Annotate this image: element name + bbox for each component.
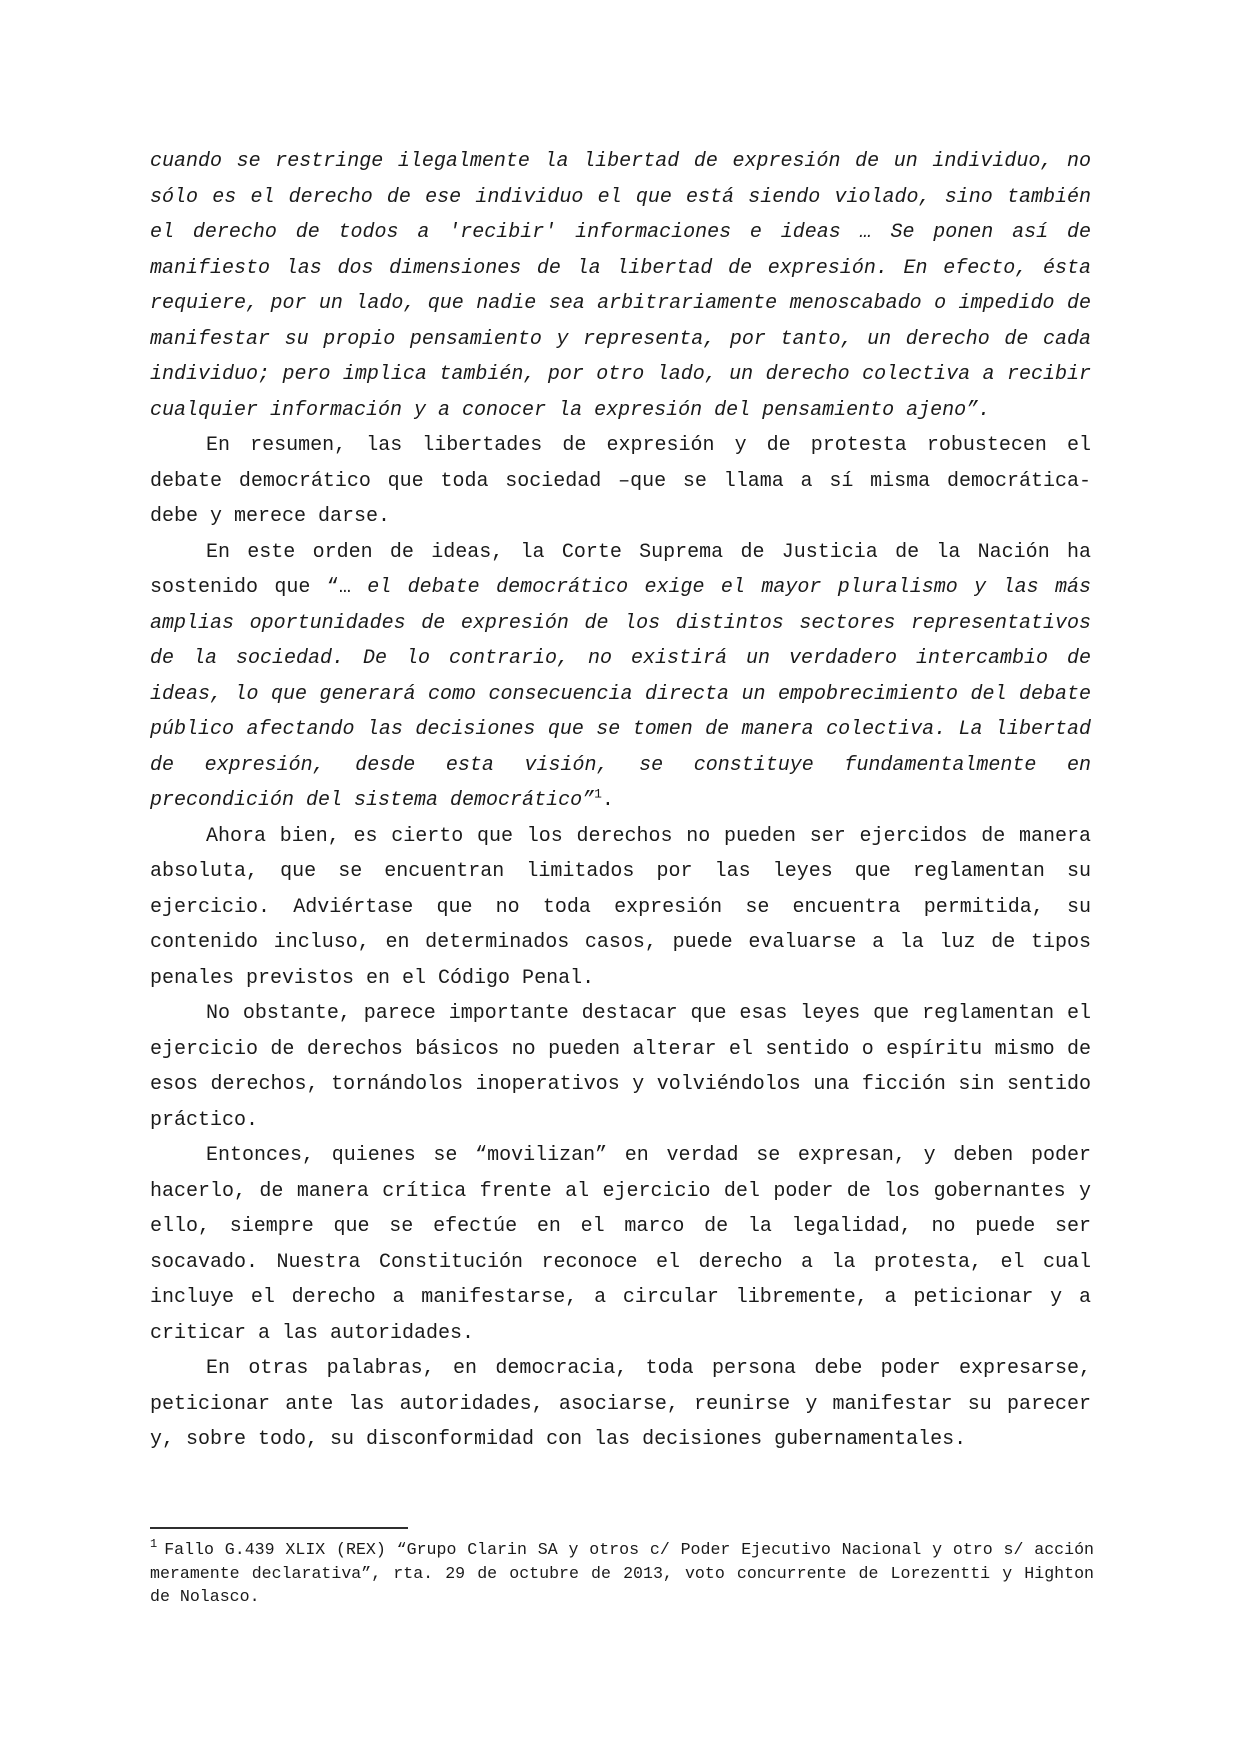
text-run: No obstante, parece importante destacar que esas leyes que reglamentan el ejercicio de derechos básicos no pueden alterar el sentido o espíritu mismo de esos derechos, tornándolos inoperativos y volviéndolos una ficción sin sentido práctico. <box>150 1002 1091 1132</box>
document-body <box>150 144 1091 1458</box>
text-run: Ahora bien, es cierto que los derechos no pueden ser ejercidos de manera absoluta, que se encuentran limitados por las leyes que reglamentan su ejercicio. Adviértase que no toda expresión se encuentra permitida, su contenido incluso, en determinados casos, puede evaluarse a la luz de tipos penales previstos en el Código Penal. <box>150 824 1091 990</box>
paragraph <box>150 1138 1091 1351</box>
paragraph <box>150 428 1091 535</box>
text-run: En resumen, las libertades de expresión y de protesta robustecen el debate democrático que toda sociedad –que se llama a sí misma democrática- debe y merece darse. <box>150 434 1091 528</box>
footnote <box>150 1538 1094 1609</box>
footnote-area <box>150 1527 1094 1609</box>
footnote-separator-rule <box>150 1527 408 1529</box>
paragraph <box>150 144 1091 428</box>
text-run: . <box>601 789 614 812</box>
footnote-reference: 1 <box>594 786 602 802</box>
text-run: Entonces, quienes se “movilizan” en verdad se expresan, y deben poder hacerlo, de manera crítica frente al ejercicio del poder de los gobernantes y ello, siempre que se efectúe en el marco de la legalidad, no puede ser socavado. Nuestra Constitución reconoce el derecho a la protesta, el cual incluye el derecho a manifestarse, a circular libremente, a peticionar y a criticar a las autoridades. <box>150 1144 1091 1345</box>
footnote-marker: 1 <box>150 1537 158 1552</box>
text-run: En este orden de ideas, la Corte Suprema de Justicia de la Nación ha sostenido que “… <box>150 540 1091 599</box>
paragraph <box>150 535 1091 819</box>
text-run: cuando se restringe ilegalmente la libertad de expresión de un individuo, no sólo es el derecho de ese individuo el que está siendo violado, sino también el derecho de todos a 'recibir' informaciones e ideas … Se ponen así de manifiesto las dos dimensiones de la libertad de expresión. En efecto, ésta requiere, por un lado, que nadie sea arbitrariamente menoscabado o impedido de manifestar su propio pensamiento y representa, por tanto, un derecho de cada individuo; pero implica también, por otro lado, un derecho colectiva a recibir cualquier información y a conocer la expresión del pensamiento ajeno”. <box>150 150 1091 422</box>
paragraph <box>150 996 1091 1138</box>
paragraph <box>150 1351 1091 1458</box>
text-run: el debate democrático exige el mayor pluralismo y las más amplias oportunidades de expresión de los distintos sectores representativos de la sociedad. De lo contrario, no existirá un verdadero intercambio de ideas, lo que generará como consecuencia directa un empobrecimiento del debate público afectando las decisiones que se tomen de manera colectiva. La libertad de expresión, desde esta visión, se constituye fundamentalmente en precondición del sistema democrático” <box>150 576 1091 812</box>
paragraph <box>150 819 1091 997</box>
footnote-text: Fallo G.439 XLIX (REX) “Grupo Clarin SA y otros c/ Poder Ejecutivo Nacional y otro s/ acción meramente declarativa”, rta. 29 de octubre de 2013, voto concurrente de Lorezentti y Highton de Nolasco. <box>150 1540 1094 1606</box>
text-run: En otras palabras, en democracia, toda persona debe poder expresarse, peticionar ante las autoridades, asociarse, reunirse y manifestar su parecer y, sobre todo, su disconformidad con las decisiones gubernamentales. <box>150 1357 1091 1451</box>
